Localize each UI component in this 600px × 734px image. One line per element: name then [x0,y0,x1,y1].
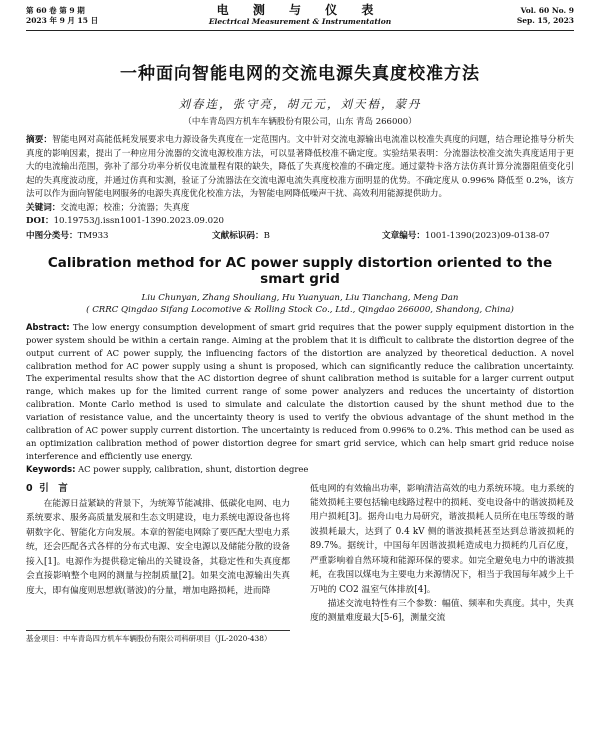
header-right [517,6,574,26]
keywords-en [26,463,574,476]
doc-code-value: B [263,230,270,241]
keywords-cn-text: 交流电源；校准；分流器；失真度 [60,202,190,213]
footnote-funding: 基金项目：中车青岛四方机车车辆股份有限公司科研项目（JL-2020-438） [26,630,290,644]
affiliation-en: ( CRRC Qingdao Sifang Locomotive & Rolling Stock Co., Ltd., Qingdao 266000, Shandong, China) [86,304,514,315]
doi-label: DOI： [26,216,54,227]
journal-name-cn: 电 测 与 仪 表 [216,3,384,17]
clc-value: TM933 [77,230,109,241]
intro-paragraph-1: 在能源日益紧缺的背景下，为统筹节能减排、低碳化电网、电力系统要求、服务高质量发展和生态文明建设，电力系统电源设备也将朝数字化、智能化方向发展。本章的智能电网除了要匹配大型电力系统，还会匹配各式各样的分布式电源、安全电源以及储能分散的设备接入[1]。电源作为提供稳定输出的关键设备，其稳定性和失真度都会直接影响整个电网的测量与控制质量[2]。如果交流电源输出失真度大，即有偏度则思想就(谐波)的分量，增加电路损耗，进而降 [26,499,290,596]
intro-paragraph-1-cont: 低电网的有效输出功率，影响清洁高效的电力系统环境。电力系统的能效损耗主要包括输电线路过程中的损耗、变电设备中的谐波损耗及用户损耗[3]。据舟山电力局研究，谐波损耗人员所在电压等级的谐波损耗最大，达到了 0.4 kV 侧的谐波损耗甚至达到总谐波损耗的 89.7%。据统计，中国每年因谐波损耗造成电力损耗约几百亿度，严重影响着自然环境和能源环保的要求。如完全避免电力中的谐波损耗，在我国以煤电为主要电力来源情况下，相当于我国每年减少上千万吨的 CO2 温室气体排放[4]。 [310,483,574,595]
abstract-cn [26,134,574,202]
volume-issue-cn: 第 60 卷 第 9 期 [26,6,85,15]
section-heading [26,482,290,496]
date-en: Sep. 15, 2023 [516,16,574,25]
date-cn: 2023 年 9 月 15 日 [26,16,99,25]
header-center [26,3,574,27]
journal-name-en: Electrical Measurement & Instrumentation [208,17,392,26]
column-right [310,482,574,626]
intro-paragraph-2: 描述交流电特性有三个参数：幅值、频率和失真度。其中，失真度的测量难度最大[5-6]，测量交流 [310,598,574,624]
classification-row [26,229,574,243]
paper-title-en: Calibration method for AC power supply distortion oriented to the smart grid [47,254,553,287]
article-no-value: 1001-1390(2023)09-0138-07 [424,230,550,241]
volume-issue-en: Vol. 60 No. 9 [520,6,574,15]
keywords-en-label: Keywords: [26,463,76,474]
body-columns [26,482,574,666]
article-number [382,229,550,243]
doi-text: 10.19753/j.issn1001-1390.2023.09.020 [53,216,225,227]
abstract-cn-text: 智能电网对高能低耗发展要求电力源设备失真度在一定范围内。文中针对交流电源输出电流准以校准失真度的问题，结合理论推导分析失真度的影响因素，提出了一种应用分流器的交流电源校准方法，可以显著降低校准不确定度。实验结果表明：分流器法校准交流失真度适用于更大的电流输出范围，弥补了部分功率分析仪电流量程有限的缺失，降低了失真度校准的不确定度。通过蒙特卡洛方法仿真计算分流器阻值变化引起的失真度波动度，并通过仿真和实测，验证了分流器法在交流电源电流失真度校准方面明显的优势。不确定度从 0.996% 降低至 0.2%，该方法可以作为面向智能电网服务的电源失真度优化校准方法，为智能电网降低噪声干扰、高效利用能源提供助力。 [26,135,574,200]
authors-en: Liu Chunyan, Zhang Shouliang, Hu Yuanyuan, Liu Tianchang, Meng Dan [141,292,459,303]
section-number: 0 [26,482,33,494]
keywords-cn [26,202,574,215]
clc-label: 中图分类号： [26,230,78,241]
keywords-cn-label: 关键词： [26,202,61,213]
abstract-cn-label: 摘要： [26,135,53,145]
authors-cn: 刘春连，张守亮，胡元元，刘天梧，蒙丹 [178,97,422,111]
abstract-en-text: The low energy consumption development of smart grid requires that the power supply equipment distortion in the power system should be within a certain range. Aiming at the problem that it is difficult to calibrate the distortion degree of the output current of AC power supply, the influencing factors of the distortion are analyzed by theoretical deduction. A novel calibration method for AC power supply using a shunt is proposed, which can significantly reduce the calibration uncertainty. The experimental results show that the AC distortion degree of shunt calibration method is suitable for a larger current output range, which makes up for the limited current range of some power analyzers and reduces the uncertainty of distortion calibration. Monte Carlo method is used to simulate and calculate the distortion caused by the shunt method due to the variation of resistance value, and the uncertainty theory is used to verify the obvious advantage of the shunt method in the calibration of AC power supply current distortion. The uncertainty is reduced from 0.996% to 0.2%. This method can be used as an optimization calibration method of power distortion degree for smart grid service, which can help smart grid reduce noise interference and efficiently use energy. [26,321,574,461]
abstract-en-label: Abstract: [26,321,70,332]
section-title: 引 言 [39,482,68,494]
doi [26,215,574,228]
clc-code [26,229,109,243]
article-no-label: 文章编号： [382,230,425,241]
doc-code-label: 文献标识码： [212,230,264,241]
column-left [26,482,290,643]
running-header [26,0,574,31]
abstract-en [26,321,574,463]
document-code [212,229,270,243]
keywords-en-text: AC power supply, calibration, shunt, distortion degree [75,463,309,474]
affiliation-cn: （中车青岛四方机车车辆股份有限公司，山东 青岛 266000） [183,117,417,127]
paper-title-cn: 一种面向智能电网的交流电源失真度校准方法 [120,64,480,84]
